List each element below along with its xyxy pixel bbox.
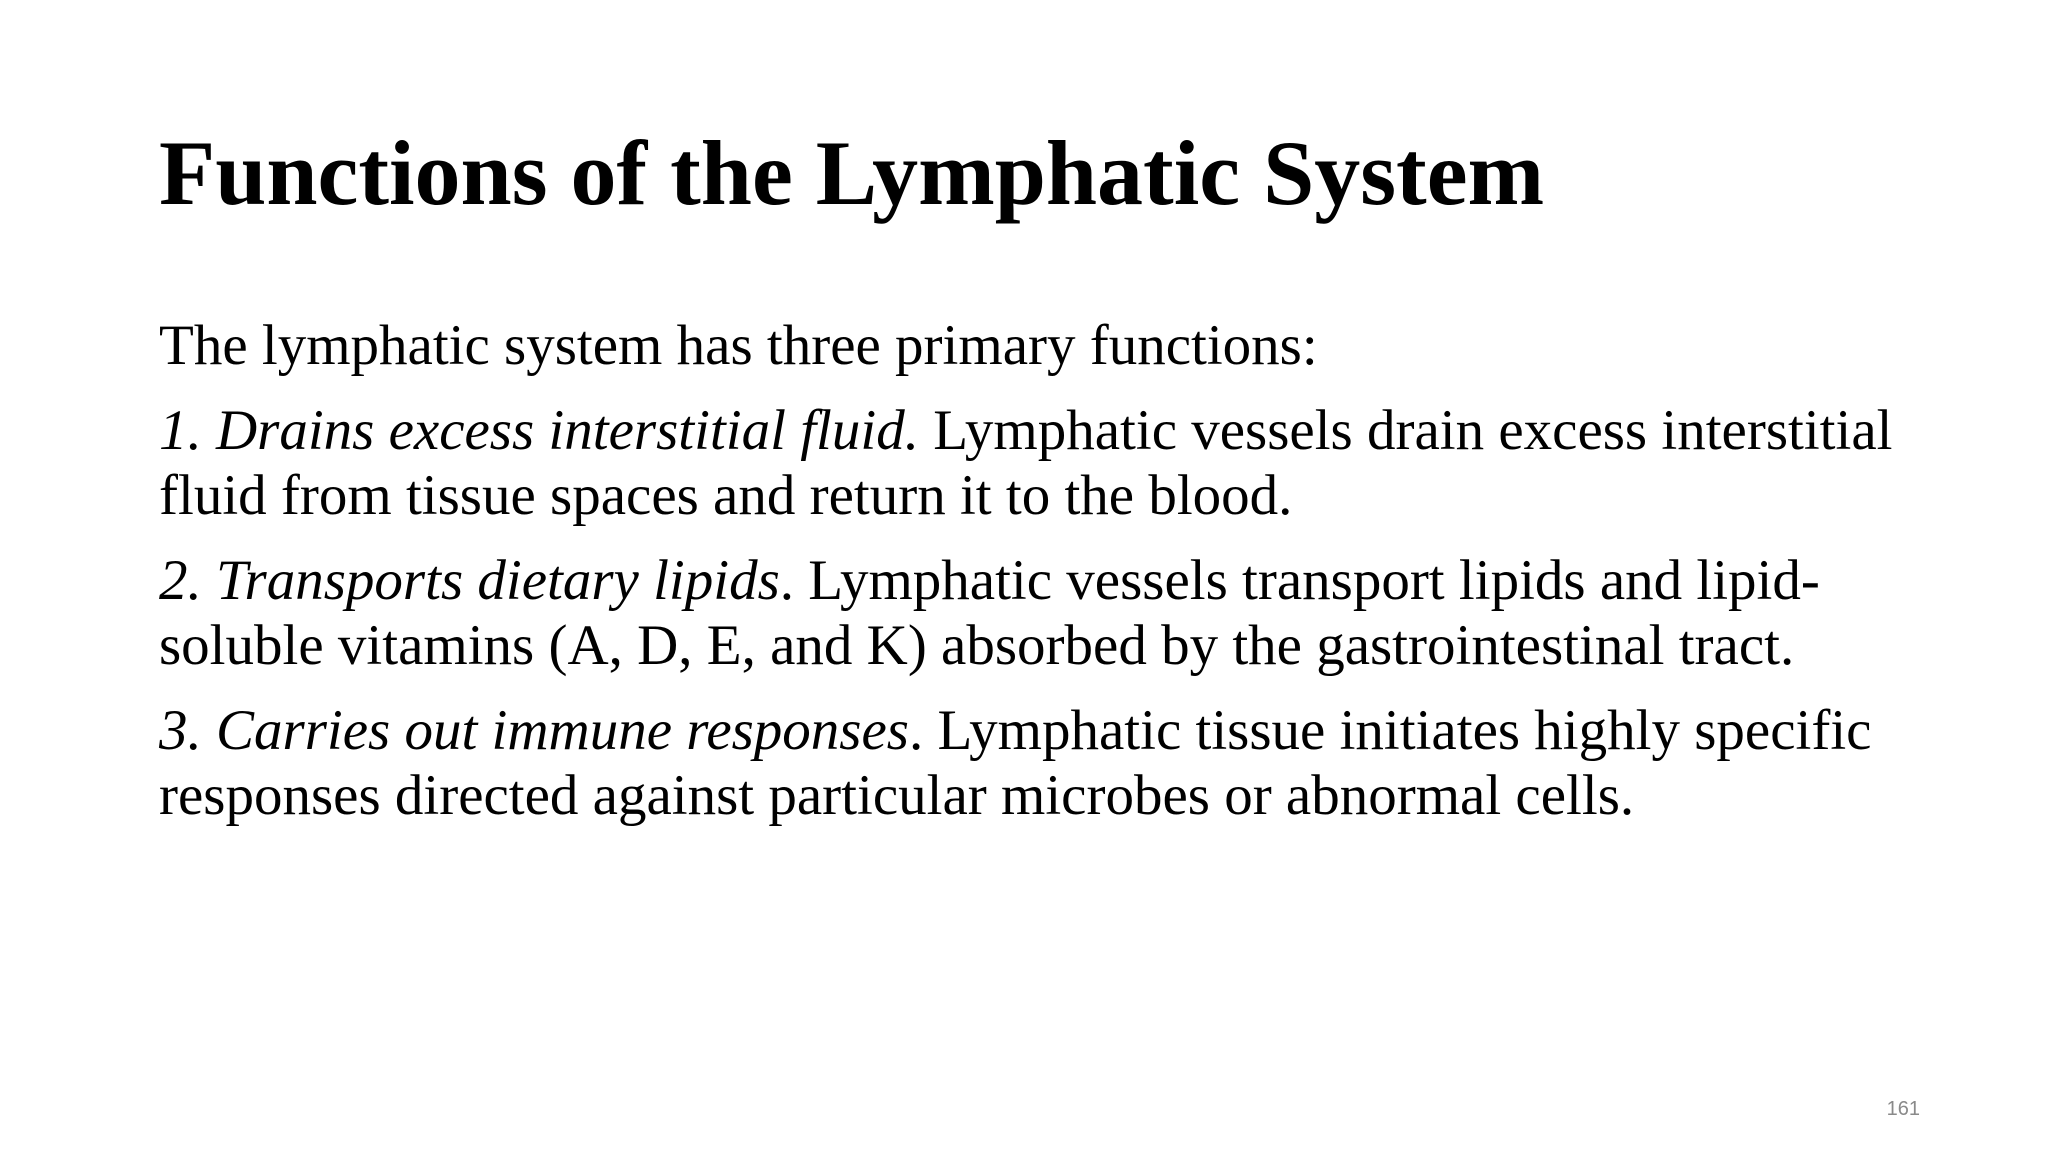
slide-body bbox=[159, 313, 1919, 848]
page-number: 161 bbox=[1886, 1098, 1920, 1120]
function-item-2-lead: 2. Transports dietary lipids bbox=[159, 549, 780, 612]
function-item-2 bbox=[159, 548, 1919, 678]
slide-title: Functions of the Lymphatic System bbox=[159, 122, 1545, 224]
function-item-3-lead: 3. Carries out immune responses bbox=[159, 699, 909, 762]
function-item-3-text: . Lymphatic tissue initiates highly specific responses directed against particular microbes or abnormal cells. bbox=[159, 699, 1872, 827]
intro-text: The lymphatic system has three primary functions: bbox=[159, 314, 1318, 377]
function-item-1-text: Lymphatic vessels drain excess interstitial fluid from tissue spaces and return it to the blood. bbox=[159, 399, 1893, 527]
function-item-1-lead: 1. Drains excess interstitial fluid. bbox=[159, 399, 919, 462]
function-item-1 bbox=[159, 398, 1919, 528]
function-item-2-text: . Lymphatic vessels transport lipids and lipid-soluble vitamins (A, D, E, and K) absorbed by the gastrointestinal tract. bbox=[159, 549, 1820, 677]
function-item-3 bbox=[159, 698, 1919, 828]
